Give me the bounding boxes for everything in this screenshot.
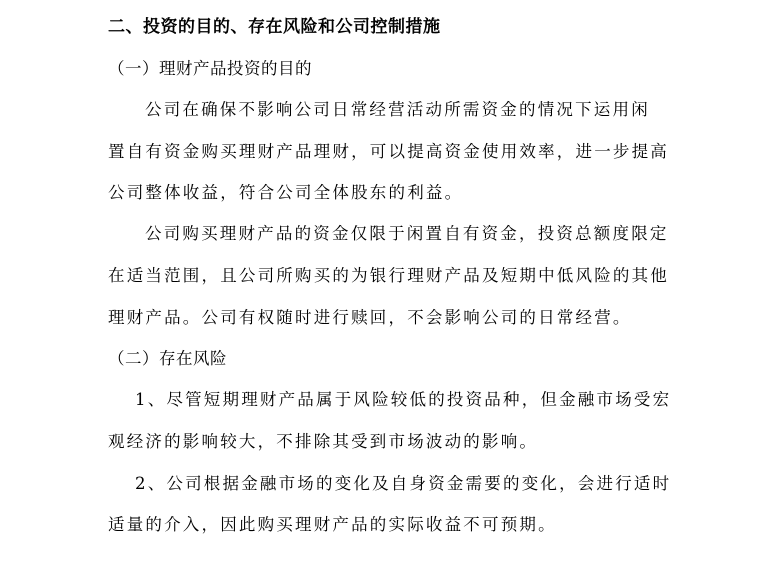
paragraph-line: 适量的介入，因此购买理财产品的实际收益不可预期。 [108,515,557,534]
paragraph-line: 2、公司根据金融市场的变化及自身资金需要的变化，会进行适时 [135,474,672,493]
paragraph-line: 置自有资金购买理财产品理财，可以提高资金使用效率，进一步提高 [108,142,669,161]
paragraph-line: 公司在确保不影响公司日常经营活动所需资金的情况下运用闲 [145,100,650,119]
paragraph-line: 理财产品。公司有权随时进行赎回，不会影响公司的日常经营。 [108,308,632,327]
paragraph-line: 在适当范围，且公司所购买的为银行理财产品及短期中低风险的其他 [108,266,669,285]
section-heading: 二、投资的目的、存在风险和公司控制措施 [108,17,441,37]
paragraph-line: 1、尽管短期理财产品属于风险较低的投资品种，但金融市场受宏 [135,390,672,409]
subsection-title-risk: （二）存在风险 [108,349,227,368]
paragraph-line: 公司购买理财产品的资金仅限于闲置自有资金，投资总额度限定 [145,224,669,243]
paragraph-line: 观经济的影响较大，不排除其受到市场波动的影响。 [108,432,539,451]
subsection-title-purpose: （一）理财产品投资的目的 [108,59,312,78]
paragraph-line: 公司整体收益，符合公司全体股东的利益。 [108,183,464,202]
